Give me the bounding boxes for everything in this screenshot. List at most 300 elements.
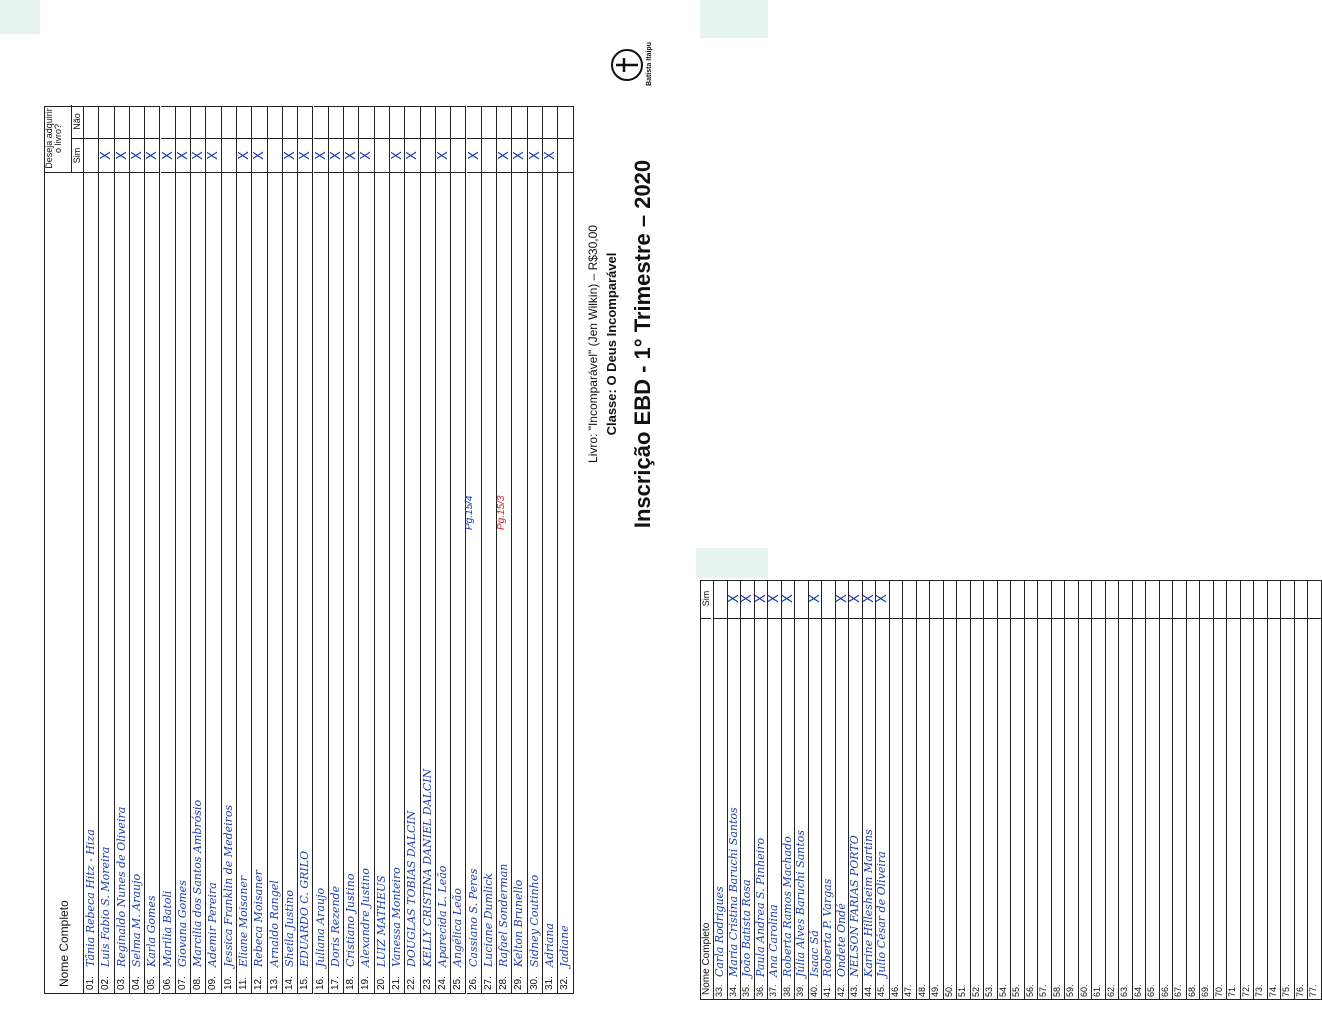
row-no-cell [237,105,252,139]
row-name: Jadiane [558,925,572,967]
right-sheet [700,580,1318,1000]
table-row [390,106,405,994]
table-row [971,580,985,1000]
row-number: 23. [421,976,433,990]
row-yes-cell: X [768,579,782,619]
row-number: 63. [1119,984,1129,997]
annotation-page-1: Pg.15/3 [496,495,507,530]
table-row [176,106,191,994]
row-number: 15. [299,976,311,990]
row-name: EDUARDO C. GRILO [298,850,312,967]
row-yes-cell [1052,579,1066,619]
row-name: Júlia Alves Baruchi Santos [794,829,807,977]
table-row [795,580,809,1000]
table-row [558,106,573,994]
row-number: 13. [268,976,280,990]
row-yes-cell [84,139,99,173]
row-name: Doris Rezende [328,885,342,967]
column-header-no: Não [71,105,85,139]
class-line: Classe: O Deus Incomparável [604,252,619,436]
table-row [809,580,823,1000]
row-name: Aparecida L. Leão [435,865,449,967]
row-yes-cell: X [497,139,512,173]
table-row [836,580,850,1000]
table-row [344,106,359,994]
row-name: Jessica Franklin de Medeiros [221,804,235,967]
row-name: KELLY CRISTINA DANIEL DALCIN [420,768,434,967]
row-number: 05. [146,976,158,990]
row-number: 73. [1254,984,1264,997]
row-number: 65. [1146,984,1156,997]
row-name: Sidney Coutinho [527,874,541,967]
row-number: 39. [795,984,805,997]
row-name: Giovana Gomes [175,880,189,967]
row-number: 74. [1267,984,1278,997]
row-name: Selma M. Araujo [129,873,143,967]
row-number: 46. [889,984,900,997]
row-yes-cell: X [145,139,160,173]
row-no-cell [558,105,573,139]
table-row [421,106,436,994]
row-yes-cell [957,579,971,619]
row-number: 69. [1200,984,1210,997]
row-number: 67. [1173,984,1183,997]
row-yes-cell: X [252,139,267,173]
row-yes-cell: X [390,139,405,173]
table-row [1241,580,1255,1000]
row-number: 64. [1132,984,1143,997]
table-row [1065,580,1079,1000]
row-number: 54. [997,984,1008,997]
row-yes-cell [1227,579,1241,619]
row-number: 48. [916,984,927,997]
row-no-cell [482,105,497,139]
row-number: 51. [957,984,967,997]
table-row [84,106,99,994]
row-number: 59. [1065,984,1075,997]
row-name: Alexandre Justino [359,868,373,967]
row-name: Roberta Ramos Machado [780,836,794,977]
row-number: 06. [161,976,173,990]
table-row [1119,580,1133,1000]
left-table [44,14,572,994]
row-yes-cell [268,139,283,173]
row-yes-cell [917,579,931,619]
row-yes-cell: X [809,579,823,619]
row-yes-cell [1254,579,1268,619]
table-row [99,106,114,994]
row-number: 33. [714,984,724,997]
row-yes-cell [1281,579,1295,619]
row-no-cell [191,105,206,139]
row-number: 60. [1078,984,1089,997]
row-number: 26. [467,976,479,990]
row-number: 21. [391,976,402,990]
table-row [314,106,329,994]
row-number: 66. [1159,984,1170,997]
row-yes-cell: X [206,139,221,173]
row-yes-cell [1214,579,1228,619]
row-yes-cell: X [283,139,298,173]
row-number: 07. [176,976,188,990]
row-number: 02. [100,976,112,990]
row-no-cell [543,105,558,139]
row-name: Julio César de Oliveira [875,851,888,977]
row-number: 22. [406,976,418,990]
row-yes-cell [1268,579,1282,619]
row-no-cell [451,105,466,139]
row-no-cell [421,105,436,139]
row-yes-cell: X [161,139,176,173]
annotation-page-2: Pg.15/4 [464,495,475,530]
row-no-cell [161,105,176,139]
row-name: Ademir Pereira [206,882,220,967]
row-yes-cell [1173,579,1187,619]
table-row [876,580,890,1000]
row-yes-cell [822,579,836,619]
row-number: 09. [207,976,219,990]
row-no-cell [283,105,298,139]
row-yes-cell: X [329,139,344,173]
row-number: 42. [835,984,846,997]
table-row [252,106,267,994]
row-name: Marilia Batoli [160,890,174,967]
row-name: Reginaldo Nunes de Oliveira [114,806,128,967]
table-row [1187,580,1201,1000]
row-number: 32. [559,976,571,990]
table-row [741,580,755,1000]
table-row [405,106,420,994]
table-row [206,106,221,994]
row-number: 36. [754,984,765,997]
row-number: 16. [314,976,326,990]
row-yes-cell: X [876,579,890,619]
row-yes-cell: X [314,139,329,173]
table-row [890,580,904,1000]
column-header-name: Nome Completo [57,900,71,987]
table-row [298,106,313,994]
row-yes-cell: X [130,139,145,173]
table-row [222,106,237,994]
row-no-cell [528,105,543,139]
row-yes-cell [558,139,573,173]
row-name: Kelton Brunello [512,879,526,967]
table-row [115,106,130,994]
table-row [930,580,944,1000]
row-no-cell [298,105,313,139]
table-row [903,580,917,1000]
table-row [161,106,176,994]
row-number: 24. [436,976,448,990]
table-row [1173,580,1187,1000]
table-row [1079,580,1093,1000]
row-no-cell [344,105,359,139]
row-yes-cell: X [344,139,359,173]
row-yes-cell: X [237,139,252,173]
row-name: Isaac Sá [807,930,821,977]
row-name: Carla Rodrigues [713,886,726,977]
row-yes-cell [930,579,944,619]
row-name: Adriana [543,923,556,967]
row-name: João Batista Rosa [740,879,753,977]
row-number: 57. [1038,984,1048,997]
row-number: 19. [360,976,372,990]
row-number: 43. [849,984,859,997]
row-yes-cell: X [863,579,877,619]
row-name: DOUGLAS TOBIAS DALCIN [405,810,419,967]
table-row [359,106,374,994]
row-no-cell [268,105,283,139]
row-number: 75. [1281,984,1291,997]
row-yes-cell [944,579,958,619]
row-no-cell [130,105,145,139]
table-row [1160,580,1174,1000]
table-row [237,106,252,994]
row-name: Karine Hillesheim Martins [861,829,875,977]
row-yes-cell [1065,579,1079,619]
table-row [1200,580,1214,1000]
row-no-cell [359,105,374,139]
row-number: 49. [930,984,940,997]
right-column-header-name: Nome Completo [701,922,712,995]
table-row [957,580,971,1000]
row-yes-cell [1038,579,1052,619]
row-number: 10. [222,976,234,990]
row-yes-cell [1025,579,1039,619]
table-row [1227,580,1241,1000]
row-number: 34. [727,984,738,997]
table-row [329,106,344,994]
row-number: 18. [345,976,357,990]
row-number: 62. [1105,984,1116,997]
table-row [497,106,512,994]
row-number: 53. [984,984,994,997]
table-row [191,106,206,994]
row-no-cell [206,105,221,139]
row-number: 44. [862,984,873,997]
left-header-row [44,106,84,994]
row-no-cell [314,105,329,139]
table-row [1133,580,1147,1000]
row-name: Vanessa Monteiro [390,867,403,967]
table-row [467,106,482,994]
row-number: 03. [115,976,127,990]
row-no-cell [145,105,160,139]
row-number: 47. [903,984,913,997]
row-number: 56. [1024,984,1035,997]
row-no-cell [115,105,130,139]
row-number: 71. [1227,984,1237,997]
row-yes-cell [1200,579,1214,619]
row-no-cell [84,105,99,139]
table-row [822,580,836,1000]
table-row [984,580,998,1000]
row-name: Tânia Rebeca Hitz - Hiza [84,829,97,967]
table-row [1052,580,1066,1000]
row-name: Angélica Leão [451,888,465,967]
row-no-cell [329,105,344,139]
row-no-cell [222,105,237,139]
row-no-cell [512,105,527,139]
table-row [1281,580,1295,1000]
row-number: 31. [544,976,555,990]
row-yes-cell: X [176,139,191,173]
row-yes-cell [903,579,917,619]
row-number: 40. [808,984,819,997]
row-name: Ana Carolina [767,904,780,977]
table-row [130,106,145,994]
table-row [145,106,160,994]
row-yes-cell [1119,579,1133,619]
row-yes-cell: X [512,139,527,173]
row-yes-cell: X [849,579,863,619]
table-row [436,106,451,994]
row-number: 77. [1308,984,1318,997]
table-row [1295,580,1309,1000]
row-number: 45. [876,984,886,997]
row-no-cell [375,105,390,139]
row-number: 52. [970,984,981,997]
row-number: 14. [283,976,295,990]
row-number: 72. [1240,984,1251,997]
table-row [1011,580,1025,1000]
table-row [528,106,543,994]
table-row [1106,580,1120,1000]
row-number: 37. [768,984,778,997]
row-number: 01. [85,976,96,990]
row-yes-cell: X [728,579,742,619]
row-yes-cell: X [191,139,206,173]
row-yes-cell [222,139,237,173]
row-name: Luis Fabio S. Moreira [99,846,113,967]
row-yes-cell [1133,579,1147,619]
table-row [1146,580,1160,1000]
row-name: Juliana Araujo [313,887,327,967]
row-name: Roberta P. Vargas [821,878,834,977]
right-column-header-yes: Sim [701,579,711,619]
row-number: 76. [1294,984,1305,997]
row-yes-cell [1106,579,1120,619]
row-name: Karla Gomes [145,895,159,967]
row-number: 20. [375,976,387,990]
row-name: Maria Cristina Baruchi Santos [726,807,740,977]
row-yes-cell: X [115,139,130,173]
row-number: 04. [130,976,142,990]
table-row [375,106,390,994]
row-number: 17. [329,976,341,990]
column-header-yes: Sim [71,139,85,173]
table-row [512,106,527,994]
row-yes-cell [1295,579,1309,619]
column-header-want: Deseja adquirir o livro? [45,105,71,173]
row-yes-cell [1160,579,1174,619]
row-name: Ondete Ondé [834,903,848,977]
row-no-cell [467,105,482,139]
row-yes-cell: X [543,139,558,173]
row-yes-cell: X [755,579,769,619]
row-yes-cell [421,139,436,173]
row-yes-cell [1308,579,1322,619]
row-number: 27. [482,976,494,990]
table-row [543,106,558,994]
row-name: Sheila Justino [282,889,296,967]
row-no-cell [176,105,191,139]
row-yes-cell [1241,579,1255,619]
row-number: 25. [452,976,464,990]
row-name: Paula Andrea S. Pinheiro [753,837,767,977]
table-row [451,106,466,994]
right-header-row [700,580,714,1000]
table-row [1308,580,1322,1000]
row-yes-cell: X [99,139,114,173]
row-no-cell [405,105,420,139]
table-row [755,580,769,1000]
table-row [1038,580,1052,1000]
row-name: Cristiano Justino [344,873,358,967]
table-row [1268,580,1282,1000]
row-yes-cell [375,139,390,173]
row-yes-cell [795,579,809,619]
table-row [268,106,283,994]
row-yes-cell: X [467,139,482,173]
row-number: 70. [1213,984,1224,997]
table-row [768,580,782,1000]
row-yes-cell: X [836,579,850,619]
row-number: 08. [192,976,204,990]
row-yes-cell [984,579,998,619]
table-row [944,580,958,1000]
table-row [917,580,931,1000]
row-no-cell [497,105,512,139]
row-name: NELSON FARIAS PORTO [848,835,861,977]
row-yes-cell [1187,579,1201,619]
page-title: Inscrição EBD - 1° Trimestre – 2020 [630,159,655,529]
row-yes-cell [1146,579,1160,619]
row-no-cell [252,105,267,139]
row-yes-cell [890,579,904,619]
row-yes-cell: X [359,139,374,173]
row-number: 35. [741,984,751,997]
table-row [714,580,728,1000]
row-yes-cell: X [782,579,796,619]
row-yes-cell [971,579,985,619]
row-name: Eliane Moisaner [237,875,250,967]
table-row [1214,580,1228,1000]
row-number: 41. [822,984,832,997]
church-name: Batista Itaipu [646,42,653,86]
row-no-cell [99,105,114,139]
row-name: Cassiano S. Peres [466,868,480,967]
row-number: 29. [513,976,525,990]
row-yes-cell: X [298,139,313,173]
table-row [998,580,1012,1000]
row-number: 12. [253,976,265,990]
row-name: Marcilia dos Santos Ambrósio [191,799,205,967]
row-yes-cell: X [436,139,451,173]
row-yes-cell [451,139,466,173]
row-name: Rebeca Moisaner [252,869,266,967]
row-number: 55. [1011,984,1021,997]
row-no-cell [390,105,405,139]
row-number: 38. [781,984,792,997]
row-name: Arnaldo Rangel [267,880,281,967]
row-yes-cell: X [741,579,755,619]
table-row [283,106,298,994]
table-row [1092,580,1106,1000]
row-yes-cell [714,579,728,619]
row-number: 68. [1186,984,1197,997]
row-number: 58. [1051,984,1062,997]
